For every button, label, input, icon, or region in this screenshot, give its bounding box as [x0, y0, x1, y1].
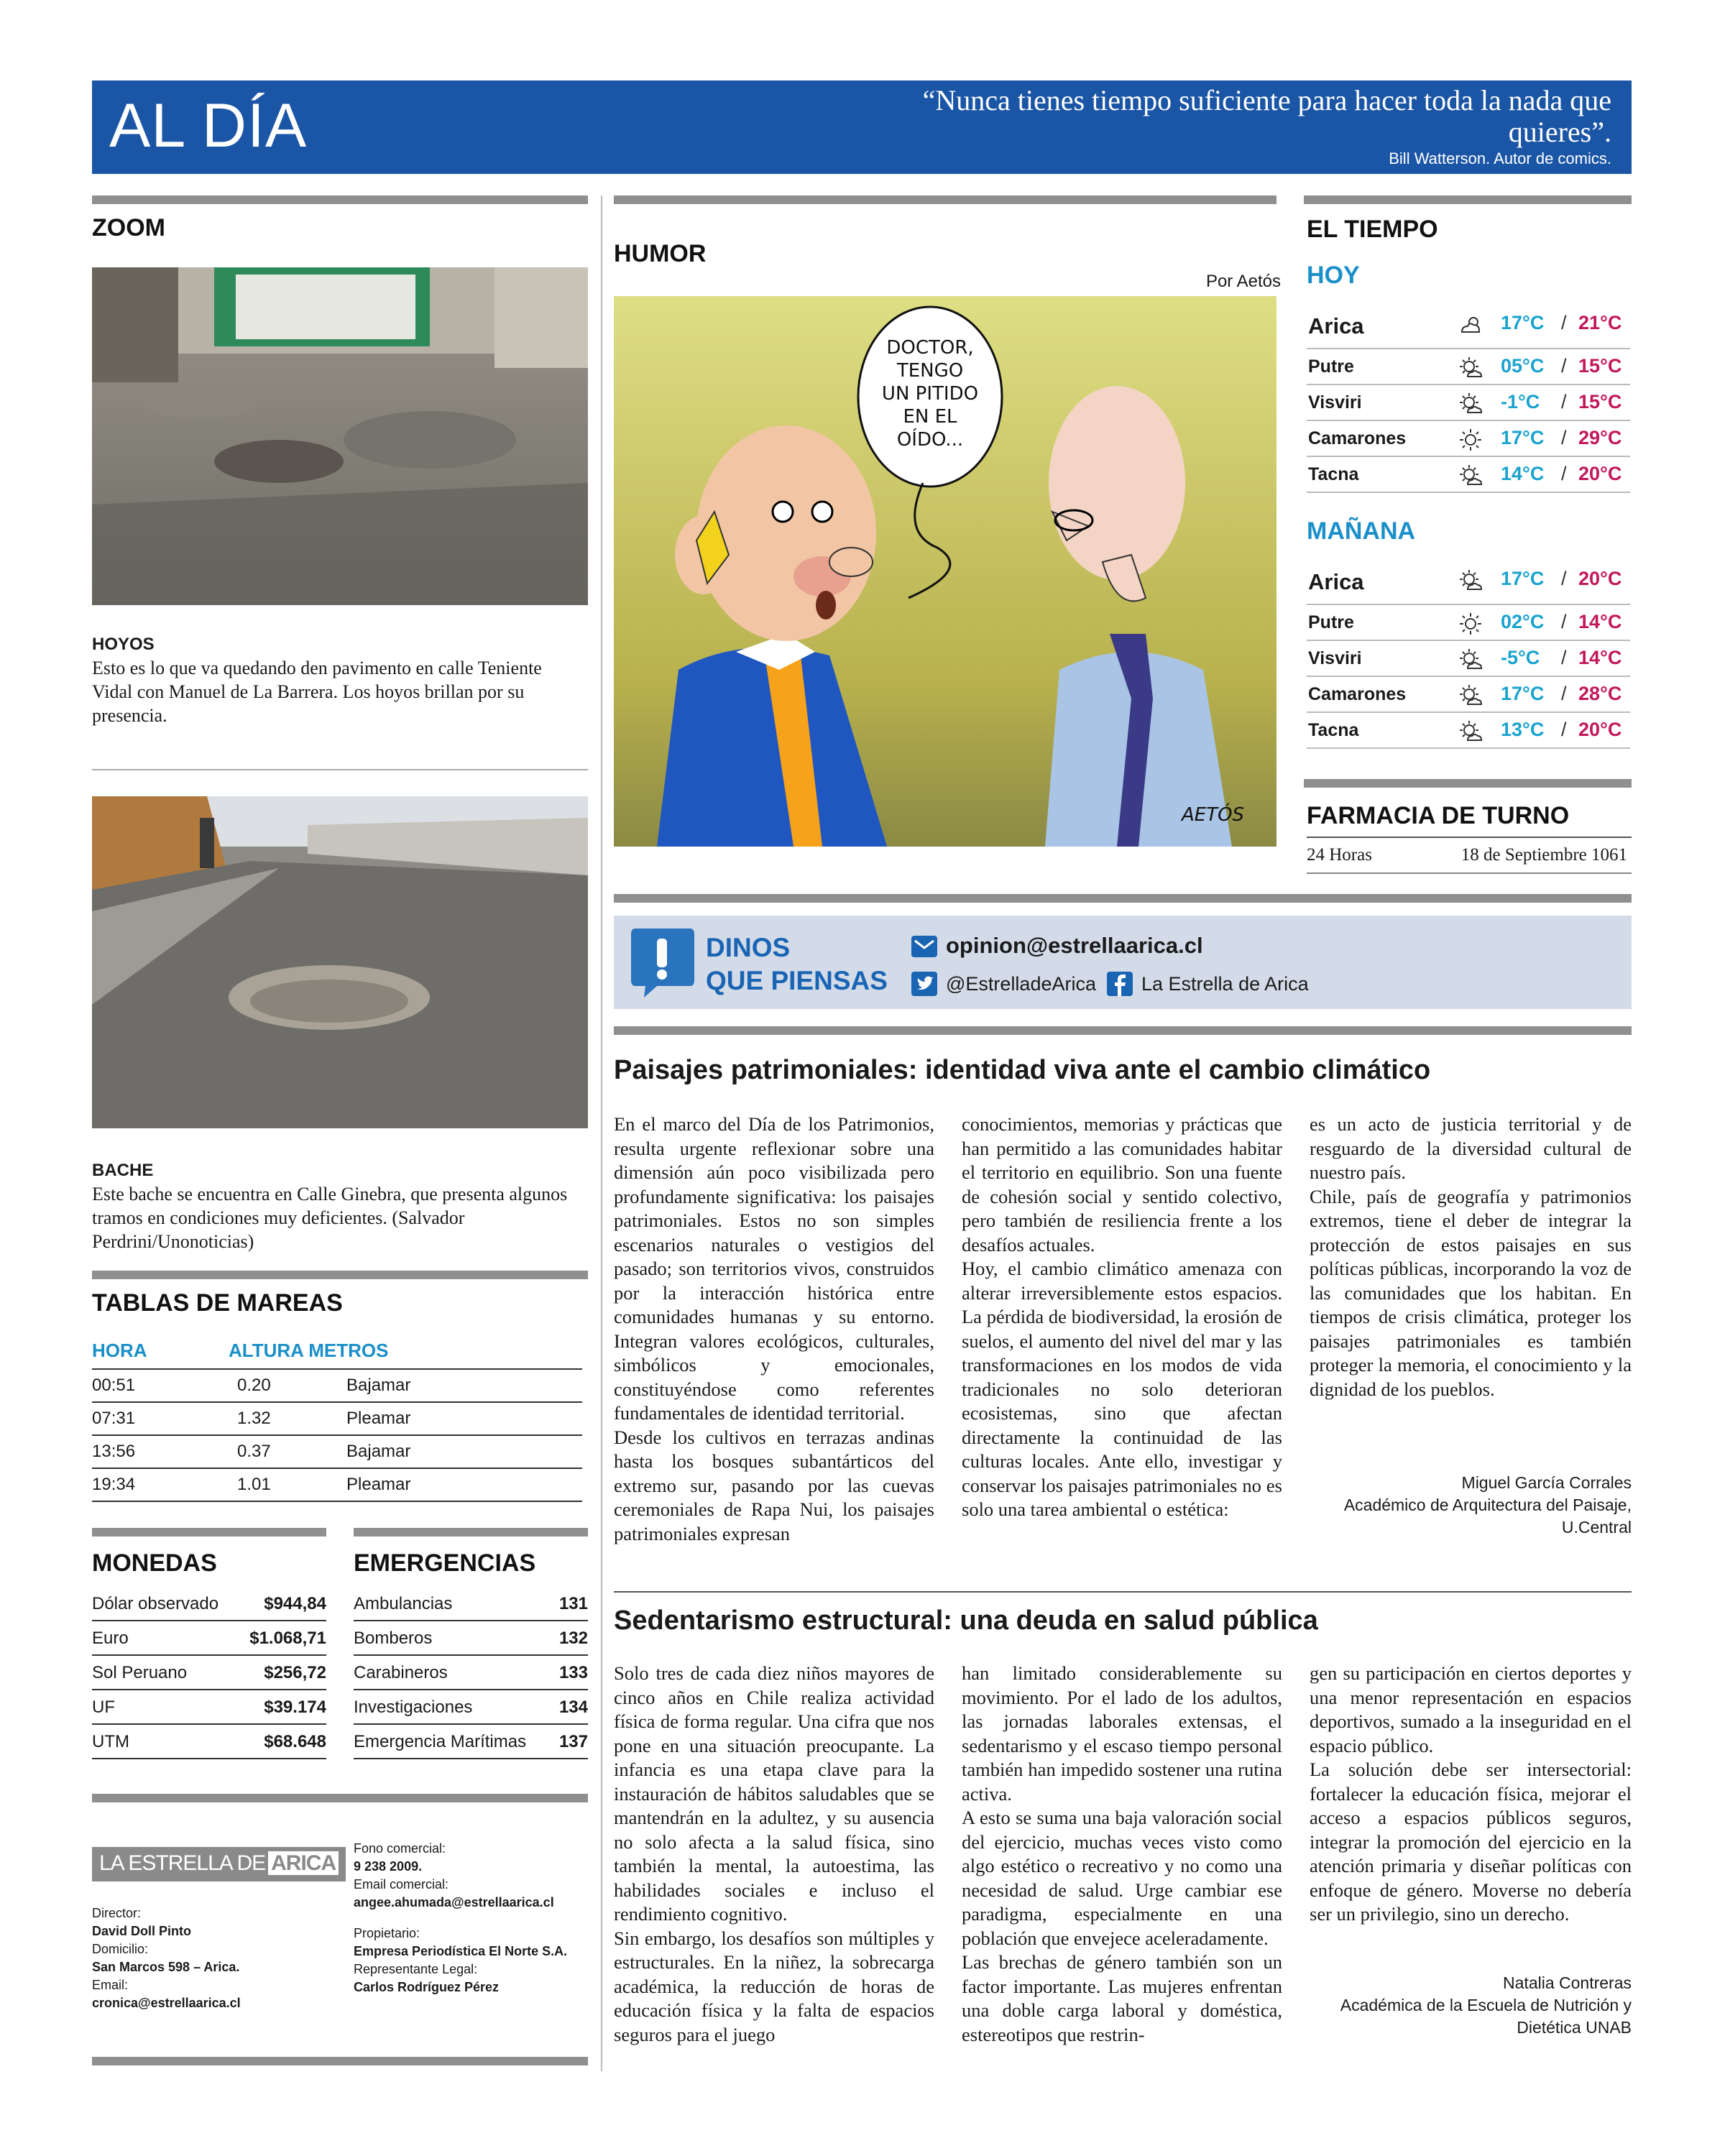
tide-altura: 0.20: [237, 1376, 271, 1395]
director-label: Director:: [92, 1906, 142, 1920]
tides-heading: TABLAS DE MAREAS: [92, 1289, 343, 1317]
contact-box: [614, 916, 1632, 1009]
article2-signature: [1310, 1972, 1632, 2039]
sun-icon: [1458, 427, 1484, 453]
partly-sunny-icon: [1458, 683, 1484, 709]
temp-sep: /: [1561, 391, 1567, 413]
fono: 9 238 2009.: [354, 1859, 423, 1874]
moneda-value: $256,72: [264, 1663, 326, 1682]
tide-tipo: Bajamar: [346, 1442, 411, 1461]
article1-rule: [614, 1026, 1632, 1035]
tide-tipo: Bajamar: [346, 1376, 411, 1395]
moneda-name: UF: [92, 1697, 115, 1717]
facebook-icon: [1107, 972, 1133, 996]
partly-sunny-icon: [1458, 719, 1484, 745]
email-icon: [911, 936, 937, 957]
tide-altura: 1.32: [237, 1409, 271, 1428]
temp-sep: /: [1561, 355, 1567, 377]
weather-row: [1307, 421, 1630, 457]
zoom-photo-hoyos: [92, 267, 588, 605]
article-divider: [614, 1591, 1632, 1593]
partly-sunny-icon: [1458, 647, 1484, 673]
article2-title: Sedentarismo estructural: una deuda en salud pública: [614, 1606, 1318, 1636]
temp-low: 17°C: [1501, 312, 1545, 333]
article1-col3: es un acto de justicia territorial y de resguardo de la diversidad cultural de nuestro país. Chile, país de geografía y patrimonios extremos, tiene el deber de integrar la protección de estos paisajes en sus políticas públicas, incorporando la voz de las comunidades que los habitan. En tiempos de crisis climática, proteger los paisajes patrimoniales es también proteger la memoria, el conocimiento y la dignidad de los pueblos.: [1310, 1113, 1632, 1400]
tide-hora: 13:56: [92, 1442, 136, 1461]
temp-sep: /: [1561, 568, 1567, 589]
partly-sunny-icon: [1458, 391, 1484, 417]
temp-low: 02°C: [1501, 611, 1545, 632]
humor-rule: [614, 195, 1276, 204]
farmacia-divider: [1307, 837, 1632, 838]
temp-low: 05°C: [1501, 355, 1545, 377]
temp-sep: /: [1561, 427, 1567, 448]
partly-sunny-icon: [1458, 568, 1484, 594]
tides-col-hora: HORA: [92, 1340, 147, 1361]
temp-sep: /: [1561, 719, 1567, 740]
weather-city: Visviri: [1308, 392, 1362, 413]
article1-signature: [1310, 1472, 1632, 1539]
temp-low: 17°C: [1501, 683, 1545, 704]
newspaper-logo: [92, 1847, 346, 1881]
weather-row: [1307, 457, 1630, 493]
zoom-label-1: HOYOS: [92, 635, 155, 654]
weather-row: [1307, 605, 1630, 641]
weather-city: Putre: [1308, 356, 1354, 377]
masthead-info-right: [354, 1840, 591, 1996]
temp-low: 14°C: [1501, 463, 1545, 484]
fono-label: Fono comercial:: [354, 1841, 446, 1856]
zoom-photo-bache: [92, 796, 588, 1128]
email-com[interactable]: angee.ahumada@estrellaarica.cl: [354, 1895, 554, 1909]
zoom-caption-1: [92, 632, 581, 727]
temp-high: 20°C: [1578, 719, 1622, 740]
temp-sep: /: [1561, 463, 1567, 484]
table-row: [92, 1370, 582, 1403]
tides-rule: [92, 1271, 588, 1279]
weather-heading: EL TIEMPO: [1307, 216, 1438, 243]
speech-line: EN EL: [903, 406, 957, 428]
section-banner: [92, 80, 1632, 174]
masthead-rule: [92, 1794, 588, 1802]
weather-row: [1307, 677, 1630, 713]
temp-low: -1°C: [1501, 391, 1540, 413]
article2-col3: gen su participación en ciertos deportes y una menor representación en espacios deportivos, sumado a la inseguridad en el espacio público. La solución debe ser intersectorial: fortalecer la educación física, mejorar el acceso a espacios públicos seguros, integrar la promoción del ejercicio en la atención primaria y diseñar políticas con enfoque de género. Moverse no debería ser un privilegio, sino un derecho.: [1310, 1662, 1632, 1925]
partly-sunny-icon: [1458, 355, 1484, 381]
column-divider: [601, 195, 602, 2071]
moneda-name: UTM: [92, 1732, 129, 1751]
speech-alert-icon: [628, 924, 697, 999]
rep-label: Representante Legal:: [354, 1962, 478, 1976]
table-row: [92, 1588, 326, 1621]
monedas-heading: MONEDAS: [92, 1549, 217, 1577]
zoom-text-1: Esto es lo que va quedando den pavimento en calle Teniente Vidal con Manuel de La Barrera. Los hoyos brillan por su presencia.: [92, 658, 542, 726]
zoom-heading: ZOOM: [92, 214, 165, 241]
table-row: [92, 1436, 582, 1469]
moneda-name: Sol Peruano: [92, 1663, 188, 1682]
humor-credit: Por Aetós: [1205, 272, 1281, 291]
temp-high: 20°C: [1578, 568, 1622, 589]
contact-facebook[interactable]: La Estrella de Arica: [1141, 973, 1309, 995]
article1-col2: conocimientos, memorias y prácticas que han permitido a las comunidades habitar el territorio en equilibrio. Son una fuente de cohesión social y sentido colectivo, pero también de resiliencia frente a los desafíos actuales. Hoy, el cambio climático amenaza con alterar irreversiblemente estos espacios. La pérdida de biodiversidad, la erosión de suelos, el aumento del nivel del mar y las transformaciones en los modos de vida tradicionales no solo deterioran ecosistemas, sino que afectan directamente la continuidad de las culturas locales. Ante ello, investigar y conservar los paisajes patrimoniales no es solo una tarea ambiental o estética:: [962, 1113, 1282, 1520]
contact-rule: [614, 894, 1632, 903]
weather-city: Tacna: [1308, 720, 1359, 740]
speech-line: DOCTOR,: [886, 337, 974, 359]
weather-city: Putre: [1308, 612, 1354, 632]
weather-row: [1307, 641, 1630, 677]
weather-today-label: HOY: [1307, 262, 1360, 289]
weather-today-list: [1307, 306, 1630, 500]
emergencias-table: [354, 1588, 588, 1764]
table-row: [354, 1726, 588, 1759]
weather-city: Camarones: [1308, 684, 1407, 704]
farmacia-address: 18 de Septiembre 1061: [1460, 845, 1627, 865]
temp-low: 13°C: [1501, 719, 1545, 740]
logo-text-a: LA ESTRELLA DE: [99, 1851, 266, 1875]
tide-hora: 19:34: [92, 1475, 136, 1494]
table-row: [354, 1623, 588, 1656]
moneda-value: $68.648: [264, 1732, 326, 1751]
emergencia-value: 132: [558, 1628, 588, 1648]
partly-sunny-icon: [1458, 463, 1484, 489]
masthead-info-left: [92, 1904, 329, 2012]
divider: [92, 769, 588, 770]
moneda-name: Euro: [92, 1628, 129, 1648]
emergencia-name: Emergencia Marítimas: [354, 1732, 527, 1751]
table-row: [92, 1469, 582, 1502]
article1-col1: En el marco del Día de los Patrimonios, resulta urgente reflexionar sobre una dimensión aún poco visibilizada pero profundamente significativa: los paisajes patrimoniales. Estos no son simples escenarios naturales o vestigios del pasado; son territorios vivos, construidos por la interacción histórica entre comunidades humanas y su entorno. Integran valores ecológicos, culturales, simbólicos y emocionales, constituyéndose como referentes fundamentales de identidad territorial. Desde los cultivos en terrazas andinas hasta los bosques subantárticos del extremo sur, pasando por las cuevas ceremoniales de Rapa Nui, los paisajes patrimoniales expresan: [614, 1113, 934, 1544]
tide-altura: 0.37: [237, 1442, 271, 1461]
tide-altura: 1.01: [237, 1475, 271, 1494]
weather-city: Visviri: [1308, 648, 1362, 668]
section-title: AL DÍA: [109, 91, 308, 160]
farmacia-bottom-line: [1307, 872, 1632, 874]
contact-email[interactable]: opinion@estrellaarica.cl: [946, 933, 1203, 958]
domicilio: San Marcos 598 – Arica.: [92, 1960, 240, 1974]
table-row: [92, 1692, 326, 1725]
weather-city: Camarones: [1308, 428, 1407, 448]
temp-low: -5°C: [1501, 647, 1540, 668]
section-quote: “Nunca tienes tiempo suficiente para hacer toda la nada que quieres”.: [922, 84, 1611, 148]
monedas-rule: [92, 1528, 326, 1537]
email-label: Email:: [92, 1978, 129, 1992]
tides-table: [92, 1334, 582, 1492]
table-row: [354, 1588, 588, 1621]
table-row: [92, 1403, 582, 1436]
emergencia-value: 134: [558, 1697, 588, 1717]
table-row: [92, 1657, 326, 1690]
emergencia-value: 131: [558, 1594, 588, 1613]
contact-title-line1: DINOS: [706, 933, 791, 962]
contact-title: [706, 931, 888, 998]
temp-sep: /: [1561, 312, 1567, 333]
farmacia-hours: 24 Horas: [1307, 845, 1372, 865]
weather-row: [1307, 349, 1630, 385]
emergencia-value: 137: [558, 1732, 588, 1751]
tide-tipo: Pleamar: [346, 1475, 411, 1494]
moneda-name: Dólar observado: [92, 1594, 219, 1613]
weather-row: [1307, 713, 1630, 749]
cartoon-signature: AETÓS: [1182, 804, 1245, 826]
tides-col-altura: ALTURA METROS: [229, 1340, 389, 1361]
masthead-email[interactable]: cronica@estrellaarica.cl: [92, 1996, 241, 2010]
tide-hora: 00:51: [92, 1376, 136, 1395]
weather-tomorrow-label: MAÑANA: [1307, 517, 1416, 545]
table-row: [354, 1657, 588, 1690]
tide-tipo: Pleamar: [346, 1409, 411, 1428]
monedas-table: [92, 1588, 326, 1764]
emergencia-value: 133: [558, 1663, 588, 1682]
farmacia-rule: [1304, 779, 1632, 788]
moneda-value: $1.068,71: [249, 1628, 326, 1648]
temp-sep: /: [1561, 683, 1567, 704]
temp-high: 14°C: [1578, 611, 1622, 632]
weather-row: [1307, 306, 1630, 349]
cloud-sun-icon: [1458, 312, 1484, 338]
humor-cartoon: [614, 296, 1276, 847]
tides-header-row: [92, 1334, 582, 1370]
prop: Empresa Periodística El Norte S.A.: [354, 1944, 568, 1958]
emergencia-name: Carabineros: [354, 1663, 448, 1682]
bottom-rule-left: [92, 2057, 588, 2065]
weather-city: Arica: [1308, 313, 1364, 338]
article2-role2: Dietética UNAB: [1517, 2018, 1632, 2037]
temp-high: 29°C: [1578, 427, 1622, 448]
weather-city: Arica: [1308, 569, 1364, 594]
speech-line: TENGO: [896, 360, 964, 382]
sun-icon: [1458, 611, 1484, 637]
quote-author: Bill Watterson. Autor de comics.: [1389, 149, 1611, 167]
logo-text-b: ARICA: [268, 1851, 339, 1875]
article1-title: Paisajes patrimoniales: identidad viva ante el cambio climático: [614, 1055, 1431, 1085]
twitter-icon: [911, 972, 937, 996]
emergencias-heading: EMERGENCIAS: [354, 1549, 536, 1577]
table-row: [92, 1726, 326, 1759]
domicilio-label: Domicilio:: [92, 1942, 149, 1956]
emergencia-name: Ambulancias: [354, 1594, 453, 1613]
speech-line: OÍDO...: [896, 429, 964, 451]
contact-twitter[interactable]: @EstrelladeArica: [946, 973, 1096, 995]
temp-low: 17°C: [1501, 568, 1545, 589]
weather-row: [1307, 385, 1630, 421]
zoom-label-2: BACHE: [92, 1161, 154, 1180]
temp-high: 15°C: [1578, 391, 1622, 413]
weather-row: [1307, 562, 1630, 605]
temp-sep: /: [1561, 647, 1567, 668]
article2-col2: han limitado considerablemente su movimiento. Por el lado de los adultos, las jornadas laborales extensas, el sedentarismo y el escaso tiempo personal también han impedido sostener una rutina activa. A esto se suma una baja valoración social del ejercicio, muchas veces visto como algo estético o recreativo y no como una necesidad de salud. Urge cambiar ese paradigma, especialmente en una población que envejece aceleradamente. Las brechas de género también son un factor importante. Las mujeres enfrentan una doble carga laboral y doméstica, estereotipos que restrin-: [962, 1662, 1282, 2045]
emergencia-name: Bomberos: [354, 1628, 433, 1648]
email-com-label: Email comercial:: [354, 1877, 449, 1892]
table-row: [354, 1692, 588, 1725]
emergencias-rule: [354, 1528, 588, 1537]
director: David Doll Pinto: [92, 1924, 192, 1938]
emergencia-name: Investigaciones: [354, 1697, 473, 1717]
weather-city: Tacna: [1308, 464, 1359, 484]
article1-author: Miguel García Corrales: [1461, 1473, 1632, 1492]
temp-low: 17°C: [1501, 427, 1545, 448]
speech-line: UN PITIDO: [881, 383, 979, 405]
farmacia-heading: FARMACIA DE TURNO: [1307, 802, 1570, 829]
moneda-value: $944,84: [264, 1594, 326, 1613]
zoom-text-2: Este bache se encuentra en Calle Ginebra, que presenta algunos tramos en condiciones muy deficientes. (Salvador Perdrini/Unonoticias): [92, 1184, 568, 1252]
zoom-caption-2: [92, 1158, 588, 1253]
table-row: [92, 1623, 326, 1656]
temp-high: 20°C: [1578, 463, 1622, 484]
temp-high: 14°C: [1578, 647, 1622, 668]
article2-author: Natalia Contreras: [1503, 1973, 1632, 1992]
temp-high: 21°C: [1578, 312, 1622, 333]
contact-title-line2: QUE PIENSAS: [706, 966, 888, 995]
moneda-value: $39.174: [264, 1697, 326, 1717]
temp-high: 28°C: [1578, 683, 1622, 704]
temp-high: 15°C: [1578, 355, 1622, 377]
zoom-rule: [92, 195, 588, 204]
rep: Carlos Rodríguez Pérez: [354, 1980, 500, 1994]
weather-rule: [1304, 195, 1632, 204]
tide-hora: 07:31: [92, 1409, 136, 1428]
temp-sep: /: [1561, 611, 1567, 632]
humor-heading: HUMOR: [614, 240, 707, 267]
weather-tomorrow-list: [1307, 562, 1630, 756]
prop-label: Propietario:: [354, 1926, 420, 1940]
article2-role1: Académica de la Escuela de Nutrición y: [1340, 1996, 1632, 2014]
article2-col1: Solo tres de cada diez niños mayores de cinco años en Chile realiza actividad física de forma regular. Una cifra que nos pone en una situación preocupante. La infancia es una etapa clave para la instauración de hábitos saludables que se mantendrán en la adultez, y su ausencia no solo afecta a la salud física, sino también la mental, la autoestima, las habilidades sociales e incluso el rendimiento cognitivo. Sin embargo, los desafíos son múltiples y estructurales. En la niñez, la sobrecarga académica, la reducción de horas de educación física y la falta de espacios seguros para el juego: [614, 1662, 934, 2045]
article1-role2: U.Central: [1561, 1518, 1632, 1537]
article1-role1: Académico de Arquitectura del Paisaje,: [1343, 1496, 1632, 1514]
